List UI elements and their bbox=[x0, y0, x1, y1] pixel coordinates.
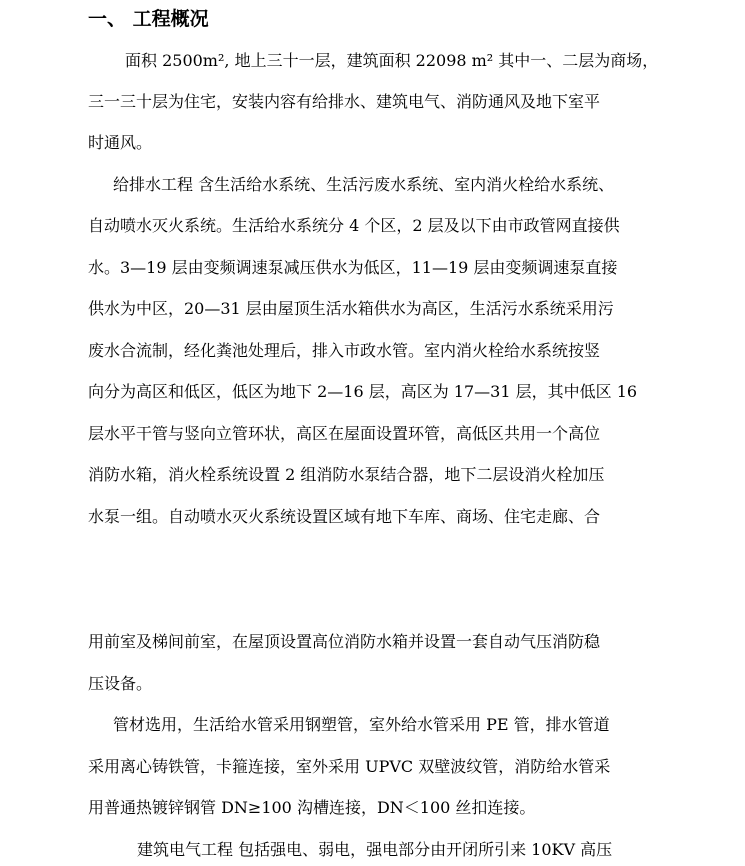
para2-line7: 层水平干管与竖向立管环状，高区在屋面设置环管，高低区共用一个高位 bbox=[88, 424, 601, 443]
para2-line6: 向分为高区和低区，低区为地下 2—16 层，高区为 17—31 层，其中低区 16 bbox=[88, 382, 638, 401]
section-heading: 一、 工程概况 bbox=[88, 8, 209, 30]
para2-line2: 自动喷水灭火系统。生活给水系统分 4 个区，2 层及以下由市政管网直接供 bbox=[88, 216, 620, 235]
para4-line1: 管材选用，生活给水管采用钢塑管，室外给水管采用 PE 管，排水管道 bbox=[113, 715, 610, 734]
para2-line9: 水泵一组。自动喷水灭火系统设置区域有地下车库、商场、住宅走廊、合 bbox=[88, 507, 601, 526]
para2-line3: 水。3—19 层由变频调速泵减压供水为低区，11—19 层由变频调速泵直接 bbox=[88, 258, 618, 277]
para2-line1: 给排水工程 含生活给水系统、生活污废水系统、室内消火栓给水系统、 bbox=[113, 175, 615, 194]
para5-line1: 建筑电气工程 包括强电、弱电，强电部分由开闭所引来 10KV 高压 bbox=[137, 840, 613, 859]
para4-line2: 采用离心铸铁管，卡箍连接，室外采用 UPVC 双壁波纹管，消防给水管采 bbox=[88, 757, 611, 776]
para3-line1: 用前室及梯间前室，在屋顶设置高位消防水箱并设置一套自动气压消防稳 bbox=[88, 632, 601, 651]
para1-line3: 时通风。 bbox=[88, 133, 153, 152]
para3-line2: 压设备。 bbox=[88, 674, 153, 693]
para4-line3: 用普通热镀锌钢管 DN≥100 沟槽连接，DN＜100 丝扣连接。 bbox=[88, 798, 536, 817]
para1-line2: 三一三十层为住宅，安装内容有给排水、建筑电气、消防通风及地下室平 bbox=[88, 92, 601, 111]
para2-line4: 供水为中区，20—31 层由屋顶生活水箱供水为高区，生活污水系统采用污 bbox=[88, 299, 614, 318]
para2-line5: 废水合流制，经化粪池处理后，排入市政水管。室内消火栓给水系统按竖 bbox=[88, 341, 601, 360]
para2-line8: 消防水箱，消火栓系统设置 2 组消防水泵结合器，地下二层设消火栓加压 bbox=[88, 465, 605, 484]
para1-line1: 面积 2500m², 地上三十一层，建筑面积 22098 m² 其中一、二层为商场， bbox=[125, 51, 659, 70]
